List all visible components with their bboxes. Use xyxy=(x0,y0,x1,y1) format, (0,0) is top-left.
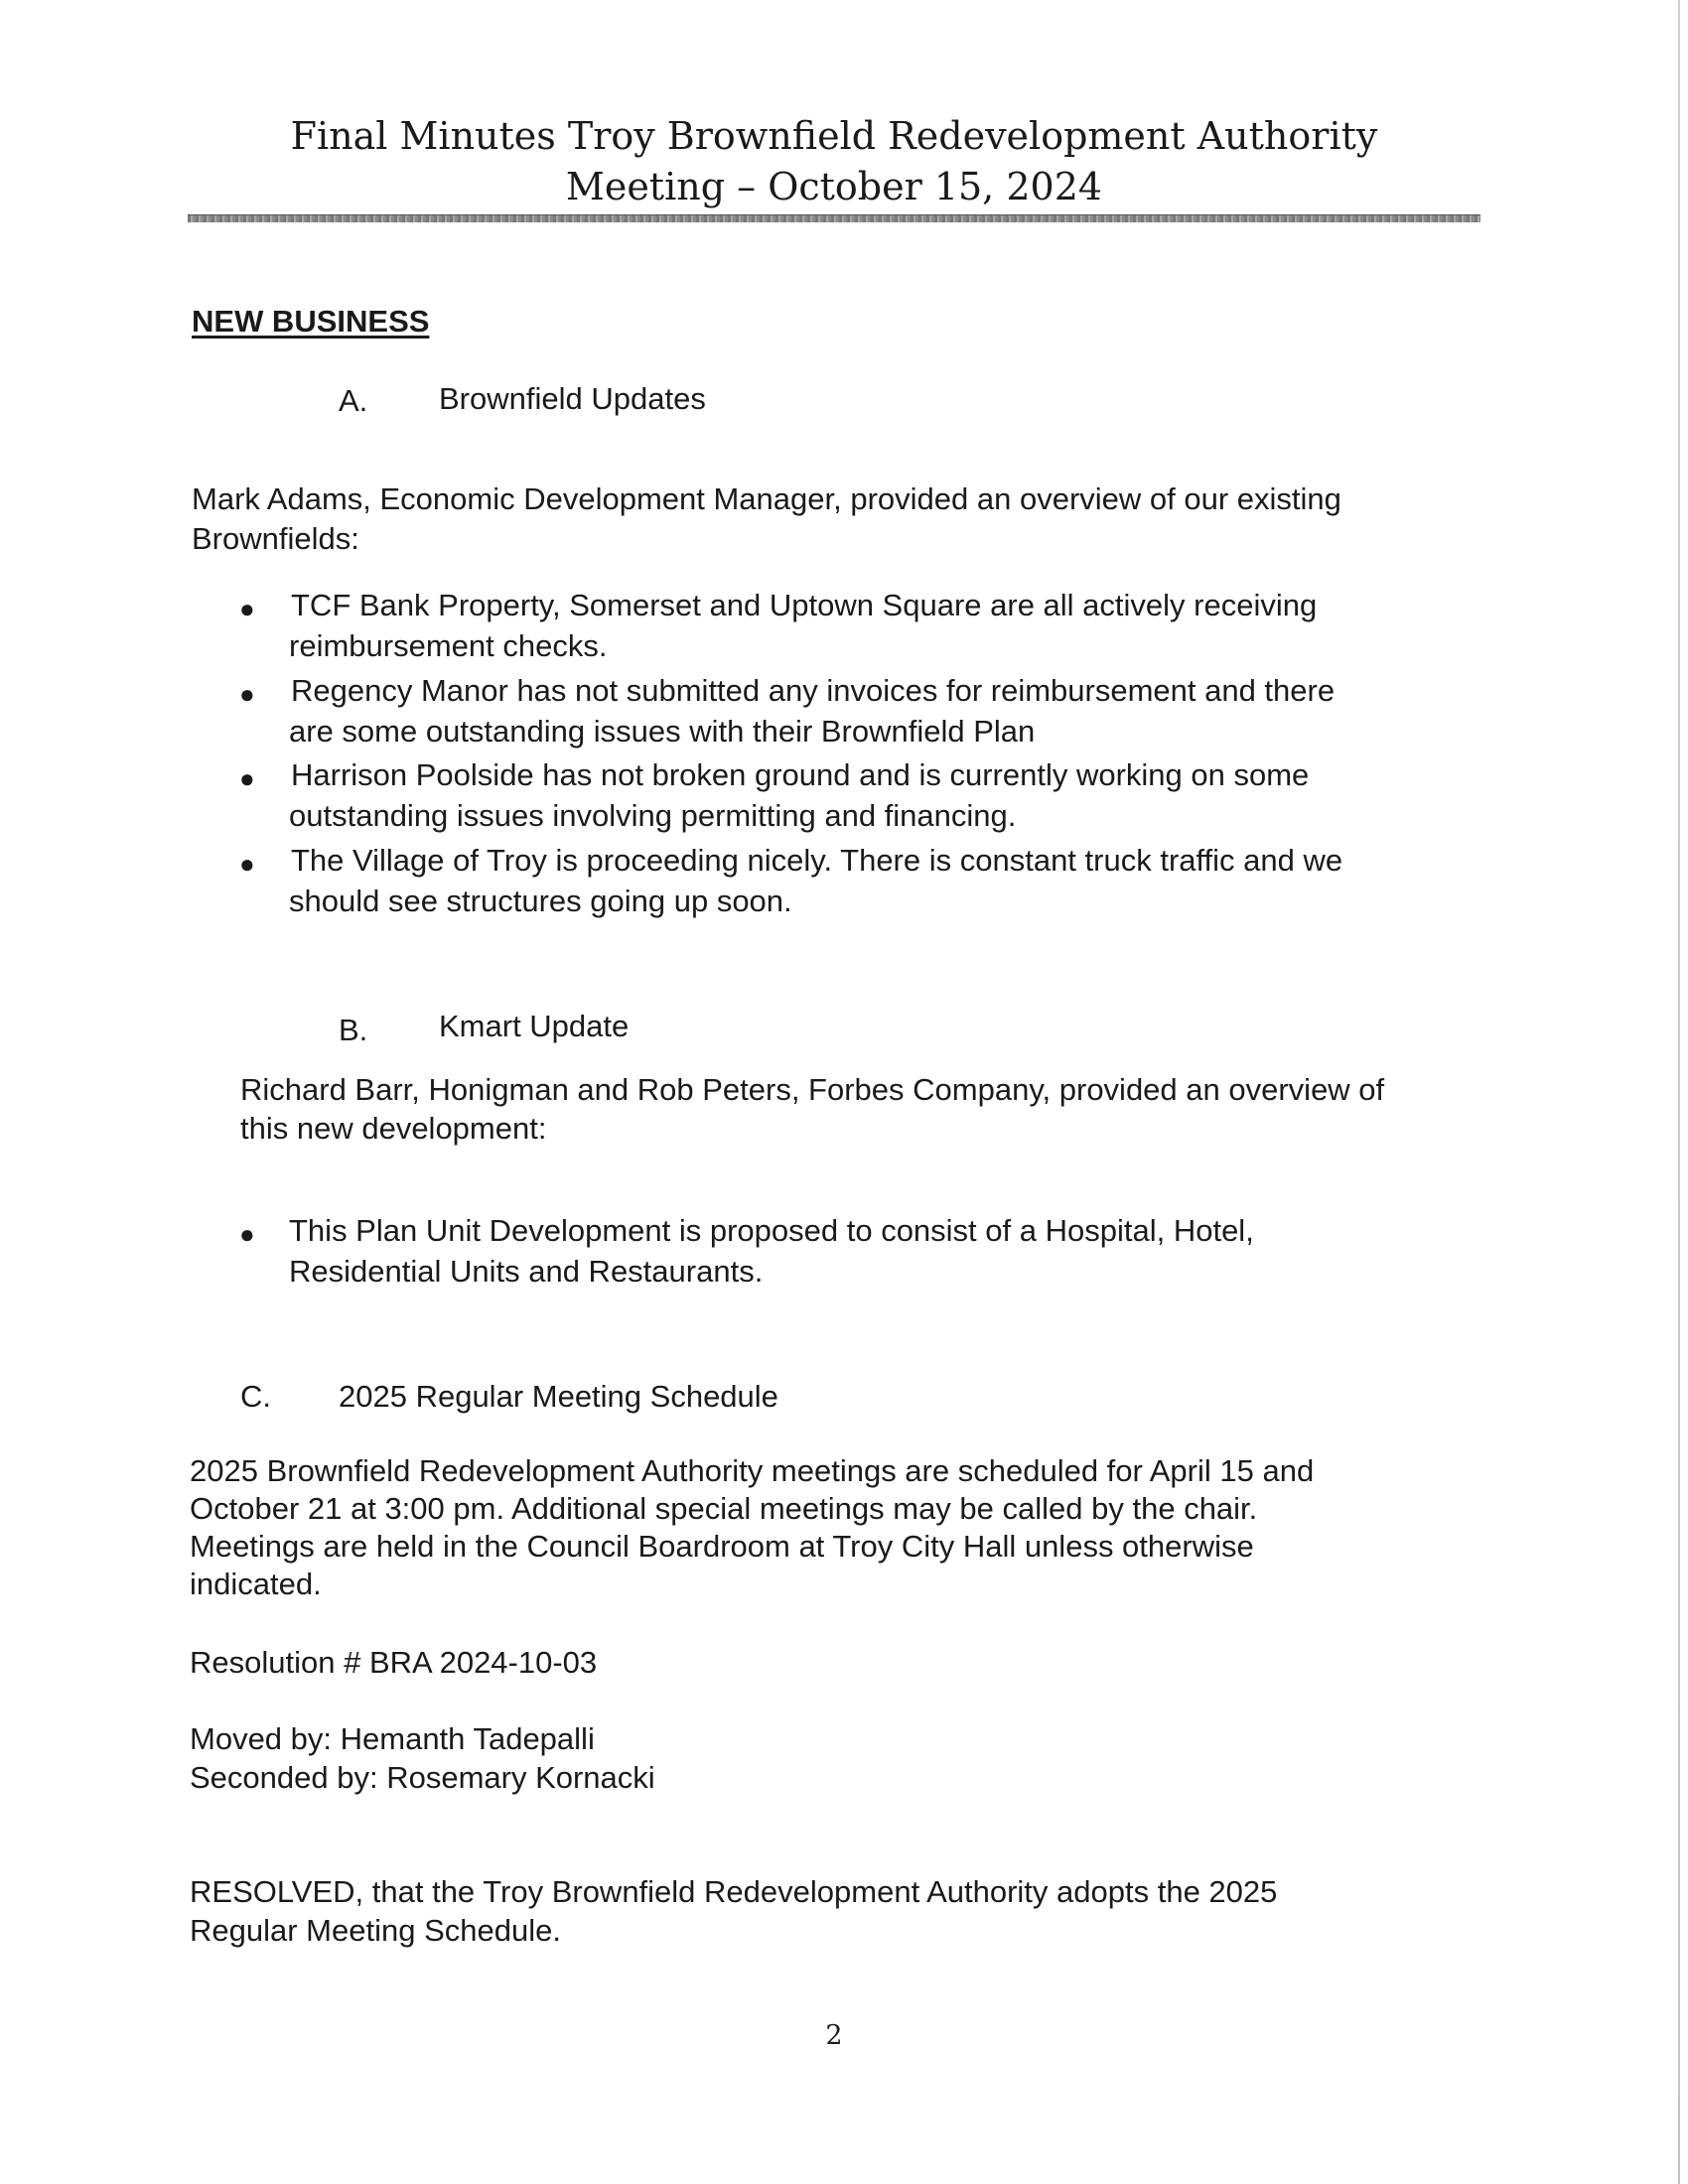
item-a-intro-line-1: Mark Adams, Economic Development Manager, provided an overview of our existing xyxy=(192,481,1341,516)
item-b-title: Kmart Update xyxy=(439,1009,630,1043)
list-item-line: This Plan Unit Development is proposed to consist of a Hospital, Hotel, xyxy=(289,1213,1254,1248)
seconded-by: Seconded by: Rosemary Kornacki xyxy=(190,1760,655,1795)
item-b-intro-line-1: Richard Barr, Honigman and Rob Peters, Forbes Company, provided an overview of xyxy=(240,1072,1385,1107)
item-a-letter: A. xyxy=(339,383,368,418)
item-b-letter: B. xyxy=(339,1013,368,1047)
list-item-line: should see structures going up soon. xyxy=(289,884,792,918)
item-c-body-line: Meetings are held in the Council Boardroom at Troy City Hall unless otherwise xyxy=(190,1529,1254,1564)
item-c-body-line: indicated. xyxy=(190,1567,322,1601)
moved-by: Moved by: Hemanth Tadepalli xyxy=(190,1721,595,1756)
bullet-icon: ● xyxy=(239,849,255,879)
list-item-line: The Village of Troy is proceeding nicely. There is constant truck traffic and we xyxy=(291,843,1343,878)
item-c-title: 2025 Regular Meeting Schedule xyxy=(339,1379,778,1414)
section-heading-new-business: NEW BUSINESS xyxy=(192,304,430,339)
item-a-title: Brownfield Updates xyxy=(439,381,706,416)
list-item-line: TCF Bank Property, Somerset and Uptown Square are all actively receiving xyxy=(291,588,1318,622)
scan-edge-line xyxy=(1678,0,1680,2184)
list-item-line: are some outstanding issues with their Brownfield Plan xyxy=(289,714,1036,749)
item-a-intro-line-2: Brownfields: xyxy=(192,521,359,556)
item-c-body-line: 2025 Brownfield Redevelopment Authority meetings are scheduled for April 15 and xyxy=(190,1453,1315,1488)
item-b-intro-line-2: this new development: xyxy=(240,1111,547,1146)
list-item-line: outstanding issues involving permitting and financing. xyxy=(289,798,1017,833)
item-c-body-line: October 21 at 3:00 pm. Additional special meetings may be called by the chair. xyxy=(190,1491,1258,1526)
list-item-line: reimbursement checks. xyxy=(289,628,608,663)
bullet-icon: ● xyxy=(239,594,255,623)
header-divider xyxy=(188,214,1480,222)
page-number: 2 xyxy=(825,2020,843,2051)
resolution-number: Resolution # BRA 2024-10-03 xyxy=(190,1645,598,1680)
item-c-letter: C. xyxy=(240,1379,271,1414)
resolved-line-1: RESOLVED, that the Troy Brownfield Redevelopment Authority adopts the 2025 xyxy=(190,1874,1278,1909)
bullet-icon: ● xyxy=(239,679,255,709)
list-item-line: Harrison Poolside has not broken ground and is currently working on some xyxy=(291,757,1310,792)
document-title-line-1: Final Minutes Troy Brownfield Redevelopment Authority xyxy=(290,114,1378,158)
list-item-line: Regency Manor has not submitted any invoices for reimbursement and there xyxy=(291,673,1336,708)
resolved-line-2: Regular Meeting Schedule. xyxy=(190,1913,561,1948)
document-title-line-2: Meeting – October 15, 2024 xyxy=(565,165,1103,208)
list-item-line: Residential Units and Restaurants. xyxy=(289,1254,764,1289)
bullet-icon: ● xyxy=(239,1219,255,1249)
bullet-icon: ● xyxy=(239,763,255,793)
